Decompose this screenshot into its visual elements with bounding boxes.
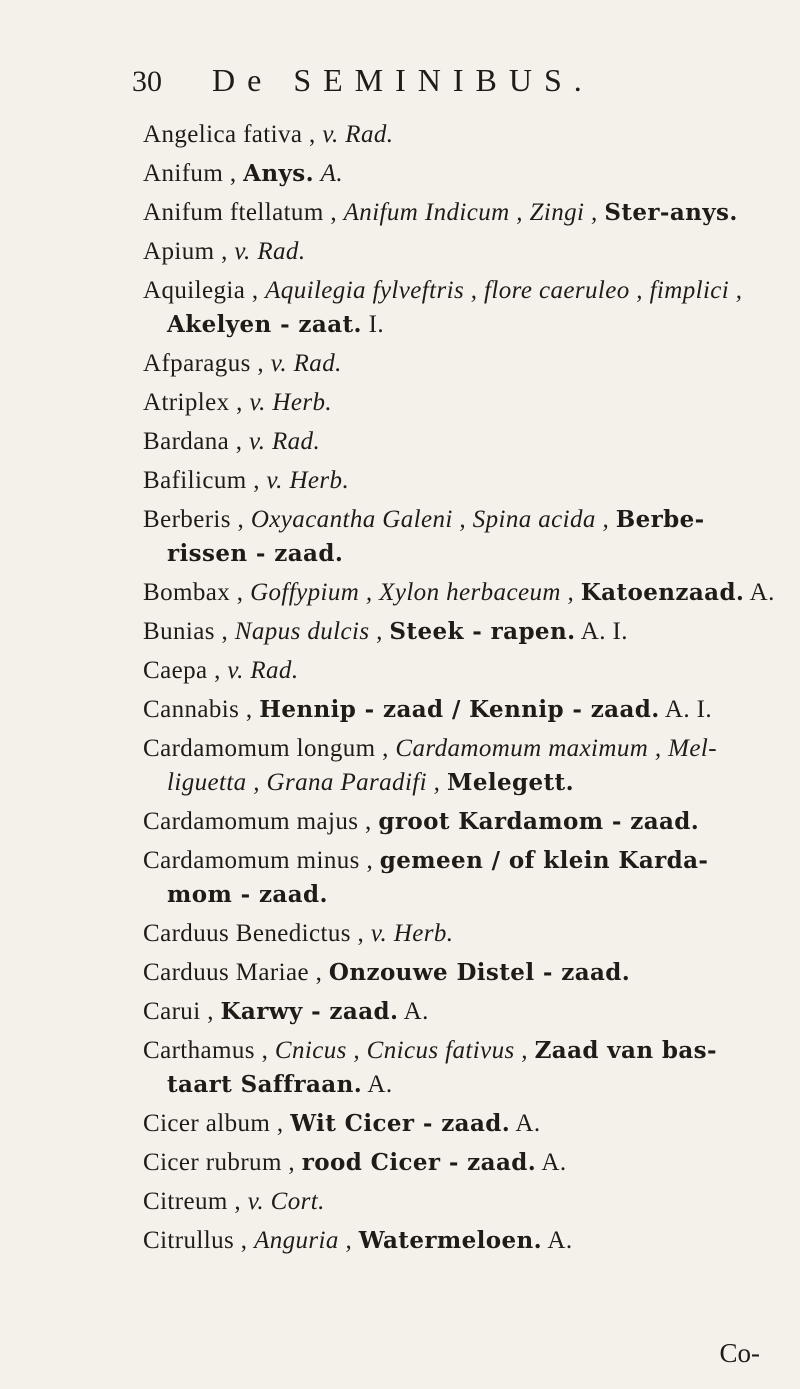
- latin-synonym: v. Rad.: [270, 350, 342, 377]
- entry-text: Anifum ftellatum ,: [143, 199, 344, 226]
- dutch-name: Ster-anys.: [604, 199, 738, 226]
- dutch-name: gemeen / of klein Karda-: [379, 847, 709, 874]
- entry-continuation: [143, 766, 783, 800]
- seed-entry: [143, 347, 783, 381]
- entry-text: A.: [398, 998, 429, 1025]
- seed-entry: [143, 844, 783, 912]
- seed-entry: [143, 274, 783, 342]
- seed-entry: [143, 732, 783, 800]
- latin-synonym: v. Rad.: [234, 238, 306, 265]
- entry-text: A.: [536, 1149, 567, 1176]
- entry-text: Bunias ,: [143, 618, 235, 645]
- entry-continuation: [143, 537, 783, 571]
- entry-text: Carduus Mariae ,: [143, 959, 329, 986]
- seed-entry: [143, 1185, 783, 1219]
- latin-synonym: v. Cort.: [247, 1188, 325, 1215]
- seed-entry: [143, 917, 783, 951]
- seed-entry: [143, 503, 783, 571]
- seed-entry: [143, 386, 783, 420]
- page-number: 30: [132, 65, 162, 98]
- seed-entry: [143, 693, 783, 727]
- seed-entry: [143, 425, 783, 459]
- entry-text: A.: [542, 1227, 573, 1254]
- entry-text: Cicer rubrum ,: [143, 1149, 302, 1176]
- entry-list: [143, 118, 783, 1263]
- dutch-name: Hennip - zaad / Kennip - zaad.: [259, 696, 660, 723]
- seed-entry: [143, 995, 783, 1029]
- entry-text: A.: [744, 579, 775, 606]
- entry-text: Citrullus ,: [143, 1227, 255, 1254]
- entry-text: A.: [510, 1110, 541, 1137]
- dutch-name: Melegett.: [446, 769, 574, 796]
- latin-synonym: v. Herb.: [266, 467, 350, 494]
- dutch-name: Anys.: [243, 160, 315, 187]
- seed-entry: [143, 576, 783, 610]
- entry-text: [314, 160, 321, 187]
- entry-text: Apium ,: [143, 238, 235, 265]
- latin-synonym: Goffypium , Xylon herbaceum ,: [250, 579, 581, 606]
- page-title: De SEMINIBUS.: [212, 62, 594, 98]
- seed-entry: [143, 1107, 783, 1141]
- latin-synonym: v. Rad.: [227, 657, 299, 684]
- latin-synonym: Aquilegia fylveftris , flore caeruleo , fimplici ,: [265, 277, 743, 304]
- latin-synonym: Cardamomum maximum , Mel-: [395, 735, 717, 762]
- entry-text: Carui ,: [143, 998, 221, 1025]
- latin-synonym: Cnicus , Cnicus fativus ,: [274, 1037, 535, 1064]
- dutch-name: mom - zaad.: [167, 881, 328, 908]
- dutch-name: Berbe-: [615, 506, 705, 533]
- entry-text: Anifum ,: [143, 160, 244, 187]
- entry-text: Bombax ,: [143, 579, 251, 606]
- seed-entry: [143, 1224, 783, 1258]
- dutch-name: Steek - rapen.: [389, 618, 576, 645]
- seed-entry: [143, 464, 783, 498]
- entry-text: Afparagus ,: [143, 350, 271, 377]
- dutch-name: rissen - zaad.: [167, 540, 344, 567]
- seed-entry: [143, 1146, 783, 1180]
- entry-text: A.: [362, 1071, 393, 1098]
- latin-synonym: Anguria ,: [254, 1227, 359, 1254]
- dutch-name: Onzouwe Distel - zaad.: [328, 959, 631, 986]
- latin-synonym: Anifum Indicum , Zingi ,: [343, 199, 605, 226]
- entry-continuation: [143, 308, 783, 342]
- latin-synonym: v. Rad.: [249, 428, 321, 455]
- seed-entry: [143, 1034, 783, 1102]
- seed-entry: [143, 235, 783, 269]
- seed-entry: [143, 615, 783, 649]
- entry-text: Cardamomum longum ,: [143, 735, 396, 762]
- dutch-name: taart Saffraan.: [167, 1071, 363, 1098]
- seed-entry: [143, 118, 783, 152]
- entry-text: Berberis ,: [143, 506, 251, 533]
- page-header: [132, 62, 760, 106]
- entry-text: Bafilicum ,: [143, 467, 267, 494]
- entry-text: Cicer album ,: [143, 1110, 291, 1137]
- entry-continuation: [143, 878, 783, 912]
- dutch-name: Watermeloen.: [358, 1227, 543, 1254]
- dutch-name: Karwy - zaad.: [220, 998, 399, 1025]
- entry-text: Cardamomum minus ,: [143, 847, 380, 874]
- entry-text: I.: [361, 311, 384, 338]
- dutch-name: rood Cicer - zaad.: [301, 1149, 537, 1176]
- latin-synonym: Oxyacantha Galeni , Spina acida ,: [250, 506, 616, 533]
- seed-entry: [143, 956, 783, 990]
- latin-synonym: v. Herb.: [249, 389, 333, 416]
- seed-entry: [143, 196, 783, 230]
- entry-text: Caepa ,: [143, 657, 228, 684]
- entry-text: Aquilegia ,: [143, 277, 266, 304]
- dutch-name: groot Kardamom - zaad.: [378, 808, 700, 835]
- seed-entry: [143, 157, 783, 191]
- entry-text: Bardana ,: [143, 428, 250, 455]
- seed-entry: [143, 805, 783, 839]
- entry-text: Cardamomum majus ,: [143, 808, 379, 835]
- entry-text: Carthamus ,: [143, 1037, 275, 1064]
- latin-synonym: liguetta , Grana Paradifi ,: [167, 769, 447, 796]
- catchword: Co-: [719, 1338, 760, 1368]
- entry-text: Carduus Benedictus ,: [143, 920, 371, 947]
- latin-synonym: A.: [320, 160, 343, 187]
- entry-text: A. I.: [659, 696, 713, 723]
- dutch-name: Wit Cicer - zaad.: [290, 1110, 511, 1137]
- latin-synonym: v. Rad.: [322, 121, 394, 148]
- entry-text: Citreum ,: [143, 1188, 248, 1215]
- dutch-name: Zaad van bas-: [534, 1037, 717, 1064]
- entry-continuation: [143, 1068, 783, 1102]
- entry-text: Cannabis ,: [143, 696, 260, 723]
- entry-text: Angelica fativa ,: [143, 121, 323, 148]
- entry-text: A. I.: [575, 618, 628, 645]
- dutch-name: Akelyen - zaat.: [167, 311, 362, 338]
- latin-synonym: Napus dulcis ,: [234, 618, 390, 645]
- entry-text: Atriplex ,: [143, 389, 250, 416]
- dutch-name: Katoenzaad.: [580, 579, 745, 606]
- seed-entry: [143, 654, 783, 688]
- latin-synonym: v. Herb.: [370, 920, 454, 947]
